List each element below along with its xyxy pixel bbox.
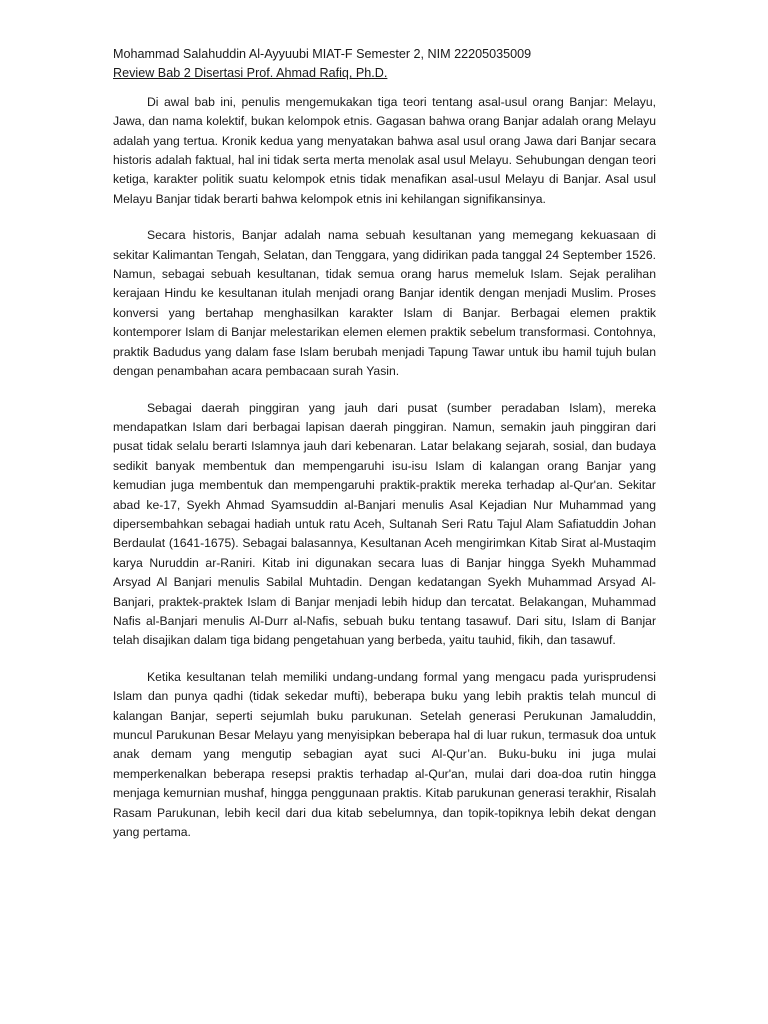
author-line: Mohammad Salahuddin Al-Ayyuubi MIAT-F Semester 2, NIM 22205035009 xyxy=(113,47,532,61)
paragraph-1: Di awal bab ini, penulis mengemukakan tiga teori tentang asal-usul orang Banjar: Melayu, Jawa, dan nama kolektif, bukan kelompok etnis. Gagasan bahwa orang Banjar adalah orang Melayu adalah yang tertua. Kronik kedua yang menyatakan bahwa asal usul orang Jawa dari Banjar secara historis adalah faktual, hal ini tidak serta merta menolak asal usul Melayu. Sehubungan dengan teori ketiga, karakter politik suatu kelompok etnis tidak menafikan asal-usul Melayu di Banjar. Asal usul Melayu Banjar tidak berarti bahwa kelompok etnis ini kehilangan signifikansinya. xyxy=(113,94,656,206)
review-title: Review Bab 2 Disertasi Prof. Ahmad Rafiq, Ph.D. xyxy=(113,66,388,81)
paragraph-3: Sebagai daerah pinggiran yang jauh dari pusat (sumber peradaban Islam), mereka mendapatkan Islam dari berbagai lapisan daerah pinggiran. Namun, semakin jauh pinggiran dari pusat tidak selalu berarti Islamnya jauh dari kebenaran. Latar belakang sejarah, sosial, dan budaya sedikit banyak membentuk dan mempengaruhi isu-isu Islam di kalangan orang Banjar yang kemudian juga membentuk dan mempengaruhi praktik-praktik mereka terhadap al-Qur'an. Sekitar abad ke-17, Syekh Ahmad Syamsuddin al-Banjari menulis Asal Kejadian Nur Muhammad yang dipersembahkan sebagai hadiah untuk ratu Aceh, Sultanah Seri Ratu Tajul Alam Safiatuddin Johan Berdaulat (1641-1675). Sebagai balasannya, Kesultanan Aceh mengirimkan Kitab Sirat al-Mustaqim karya Nuruddin ar-Raniri. Kitab ini digunakan secara luas di Banjar hingga Syekh Muhammad Arsyad Al Banjari menulis Sabilal Muhtadin. Dengan kedatangan Syekh Muhammad Arsyad Al-Banjari, praktek-praktek Islam di Banjar menjadi lebih hidup dan tercatat. Belakangan, Muhammad Nafis al-Banjari menulis Al-Durr al-Nafis, sebuah buku tentang tasawuf. Dari situ, Islam di Banjar telah disajikan dalam tiga bidang pengetahuan yang berbeda, yaitu tauhid, fikih, dan tasawuf. xyxy=(113,400,656,648)
document-header xyxy=(113,45,656,84)
paragraph-4: Ketika kesultanan telah memiliki undang-undang formal yang mengacu pada yurisprudensi Islam dan punya qadhi (tidak sekedar mufti), beberapa buku yang lebih praktis telah muncul di kalangan Banjar, seperti sejumlah buku parukunan. Setelah generasi Perukunan Jamaluddin, muncul Parukunan Besar Melayu yang menyisipkan beberapa hal di luar rukun, termasuk doa untuk anak demam yang mengutip sebagian ayat suci Al-Qur’an. Buku-buku ini juga mulai memperkenalkan beberapa resepsi praktis terhadap al-Qur'an, mulai dari doa-doa rutin hingga menjaga kemurnian mushaf, hingga penggunaan praktis. Kitab parukunan generasi terakhir, Risalah Rasam Parukunan, lebih kecil dari dua kitab sebelumnya, dan topik-topiknya lebih dekat dengan yang pertama. xyxy=(113,669,656,840)
paragraph-2: Secara historis, Banjar adalah nama sebuah kesultanan yang memegang kekuasaan di sekitar Kalimantan Tengah, Selatan, dan Tenggara, yang didirikan pada tanggal 24 September 1526. Namun, sebagai sebuah kesultanan, tidak semua orang harus memeluk Islam. Sejak peralihan kerajaan Hindu ke kesultanan itulah menjadi orang Banjar identik dengan menjadi Muslim. Proses konversi yang bertahap menghasilkan karakter Islam di Banjar. Berbagai elemen praktik kontemporer Islam di Banjar melestarikan elemen elemen praktik sebelum transformasi. Contohnya, praktik Badudus yang dalam fase Islam berubah menjadi Tapung Tawar untuk ibu hamil tujuh bulan dengan penambahan acara pembacaan surah Yasin. xyxy=(113,228,656,379)
document-page xyxy=(113,45,656,859)
